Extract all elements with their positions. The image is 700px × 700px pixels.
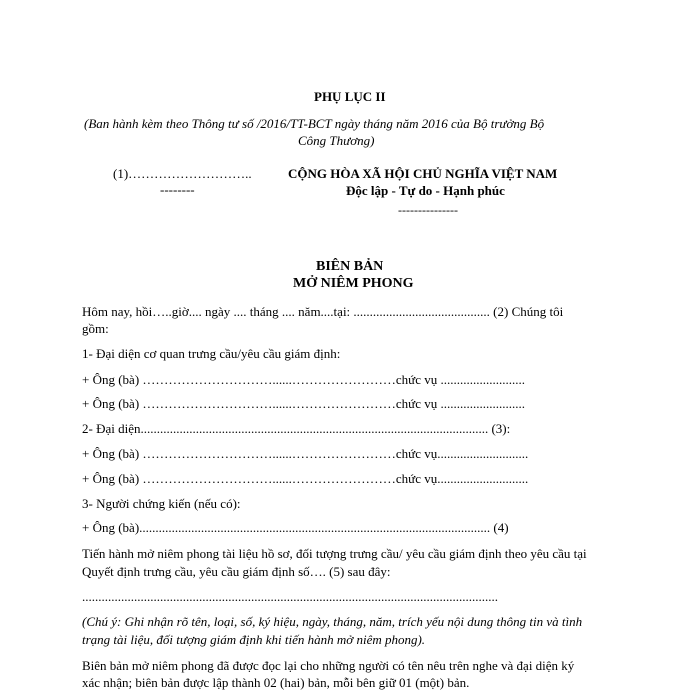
- closing-line-2: xác nhận; biên bản được lập thành 02 (hai) bản, mỗi bên giữ 01 (một) bản.: [82, 675, 470, 690]
- country-name: CỘNG HÒA XÃ HỘI CHỦ NGHĨA VIỆT NAM: [288, 166, 558, 181]
- section-2-heading: 2- Đại diện........................................................................................................... (3):: [82, 421, 511, 436]
- closing-line-1: Biên bản mở niêm phong đã được đọc lại cho những người có tên nêu trên nghe và đại diện ký: [82, 658, 575, 673]
- note-line-1: (Chú ý: Ghi nhận rõ tên, loại, số, ký hiệu, ngày, tháng, năm, trích yếu nội dung thông tin và tình: [82, 614, 583, 629]
- intro-line-1: Hôm nay, hồi…..giờ.... ngày .... tháng .... năm....tại: .......................................... (2) Chúng tôi: [82, 304, 564, 319]
- section-1-heading: 1- Đại diện cơ quan trưng cầu/yêu cầu giám định:: [82, 346, 341, 361]
- issued-by-line-1: (Ban hành kèm theo Thông tư số /2016/TT-BCT ngày tháng năm 2016 của Bộ trưởng Bộ: [84, 116, 545, 131]
- section-1-person-1: + Ông (bà) …………………………......……………………chức vụ ..........................: [82, 372, 525, 387]
- organization-placeholder: (1)………………………..: [113, 166, 252, 181]
- intro-line-2: gồm:: [82, 321, 109, 336]
- note-line-2: trạng tài liệu, đối tượng giám định khi tiến hành mở niêm phong).: [82, 632, 426, 647]
- appendix-title: PHỤ LỤC II: [314, 89, 386, 104]
- issued-by-line-2: Công Thương): [298, 133, 375, 148]
- section-3-person-1: + Ông (bà)............................................................................................................ (4): [82, 520, 509, 535]
- section-2-person-1: + Ông (bà) …………………………......……………………chức vụ............................: [82, 446, 529, 461]
- section-1-person-2: + Ông (bà) …………………………......……………………chức vụ ..........................: [82, 396, 525, 411]
- content-dotted-line: ................................................................................................................................: [82, 589, 498, 604]
- document-title-line-2: MỞ NIÊM PHONG: [293, 276, 414, 291]
- document-title-line-1: BIÊN BẢN: [316, 259, 384, 274]
- proceeding-line-2: Quyết định trưng cầu, yêu cầu giám định số…. (5) sau đây:: [82, 564, 391, 579]
- proceeding-line-1: Tiến hành mở niêm phong tài liệu hồ sơ, đối tượng trưng cầu/ yêu cầu giám định theo yêu cầu tại: [82, 546, 587, 561]
- section-2-person-2: + Ông (bà) …………………………......……………………chức vụ............................: [82, 471, 529, 486]
- motto-divider: ---------------: [398, 203, 458, 217]
- section-3-heading: 3- Người chứng kiến (nếu có):: [82, 496, 241, 511]
- national-motto: Độc lập - Tự do - Hạnh phúc: [346, 183, 505, 198]
- organization-divider: --------: [160, 182, 195, 197]
